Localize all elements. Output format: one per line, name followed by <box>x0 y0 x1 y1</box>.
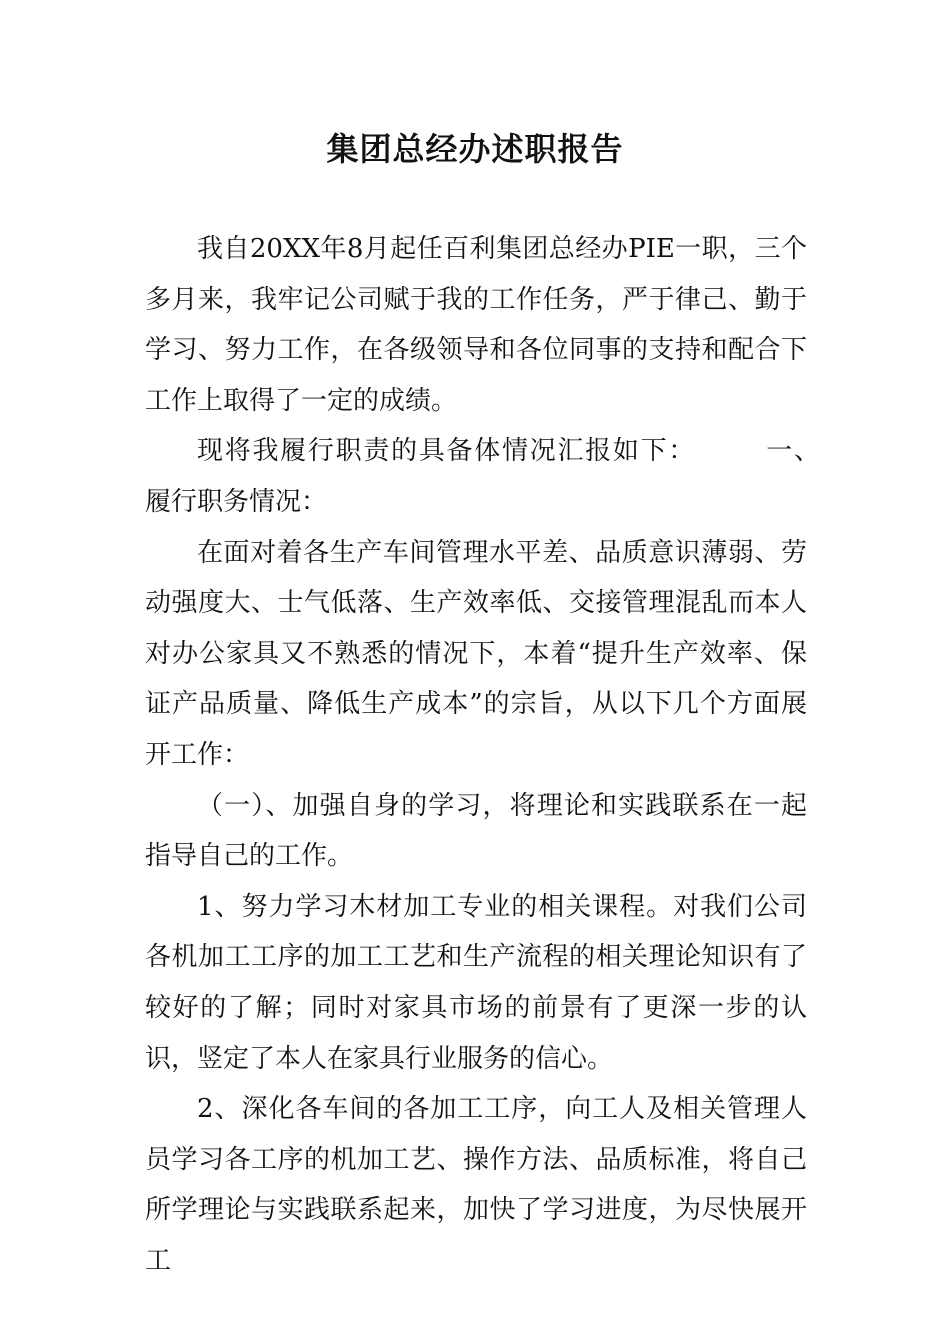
paragraph-item-one: 1、努力学习木材加工专业的相关课程。对我们公司各机加工工序的加工工艺和生产流程的相关理论知识有了较好的了解；同时对家具市场的前景有了更深一步的认识，竖定了本人在家具行业服务的信心。 <box>145 891 807 1074</box>
paragraph-section-one: （一）、加强自身的学习，将理论和实践联系在一起指导自己的工作。 <box>145 790 807 872</box>
paragraph-context: 在面对着各生产车间管理水平差、品质意识薄弱、劳动强度大、士气低落、生产效率低、交接管理混乱而本人对办公家具又不熟悉的情况下，本着“提升生产效率、保证产品质量、降低生产成本”的宗旨，从以下几个方面展开工作： <box>145 537 807 770</box>
document-body <box>145 224 834 1286</box>
paragraph-summary-heading: 现将我履行职责的具备体情况汇报如下： 一、 履行职务情况： <box>145 436 834 517</box>
document-title: 集团总经办述职报告 <box>326 130 624 168</box>
paragraph-intro: 我自20XX年8月起任百利集团总经办PIE一职，三个多月来，我牢记公司赋于我的工作任务，严于律己、勤于学习、努力工作，在各级领导和各位同事的支持和配合下工作上取得了一定的成绩。 <box>145 234 807 416</box>
paragraph-item-two: 2、深化各车间的各加工工序，向工人及相关管理人员学习各工序的机加工艺、操作方法、品质标准，将自己所学理论与实践联系起来，加快了学习进度，为尽快展开工 <box>145 1094 807 1276</box>
